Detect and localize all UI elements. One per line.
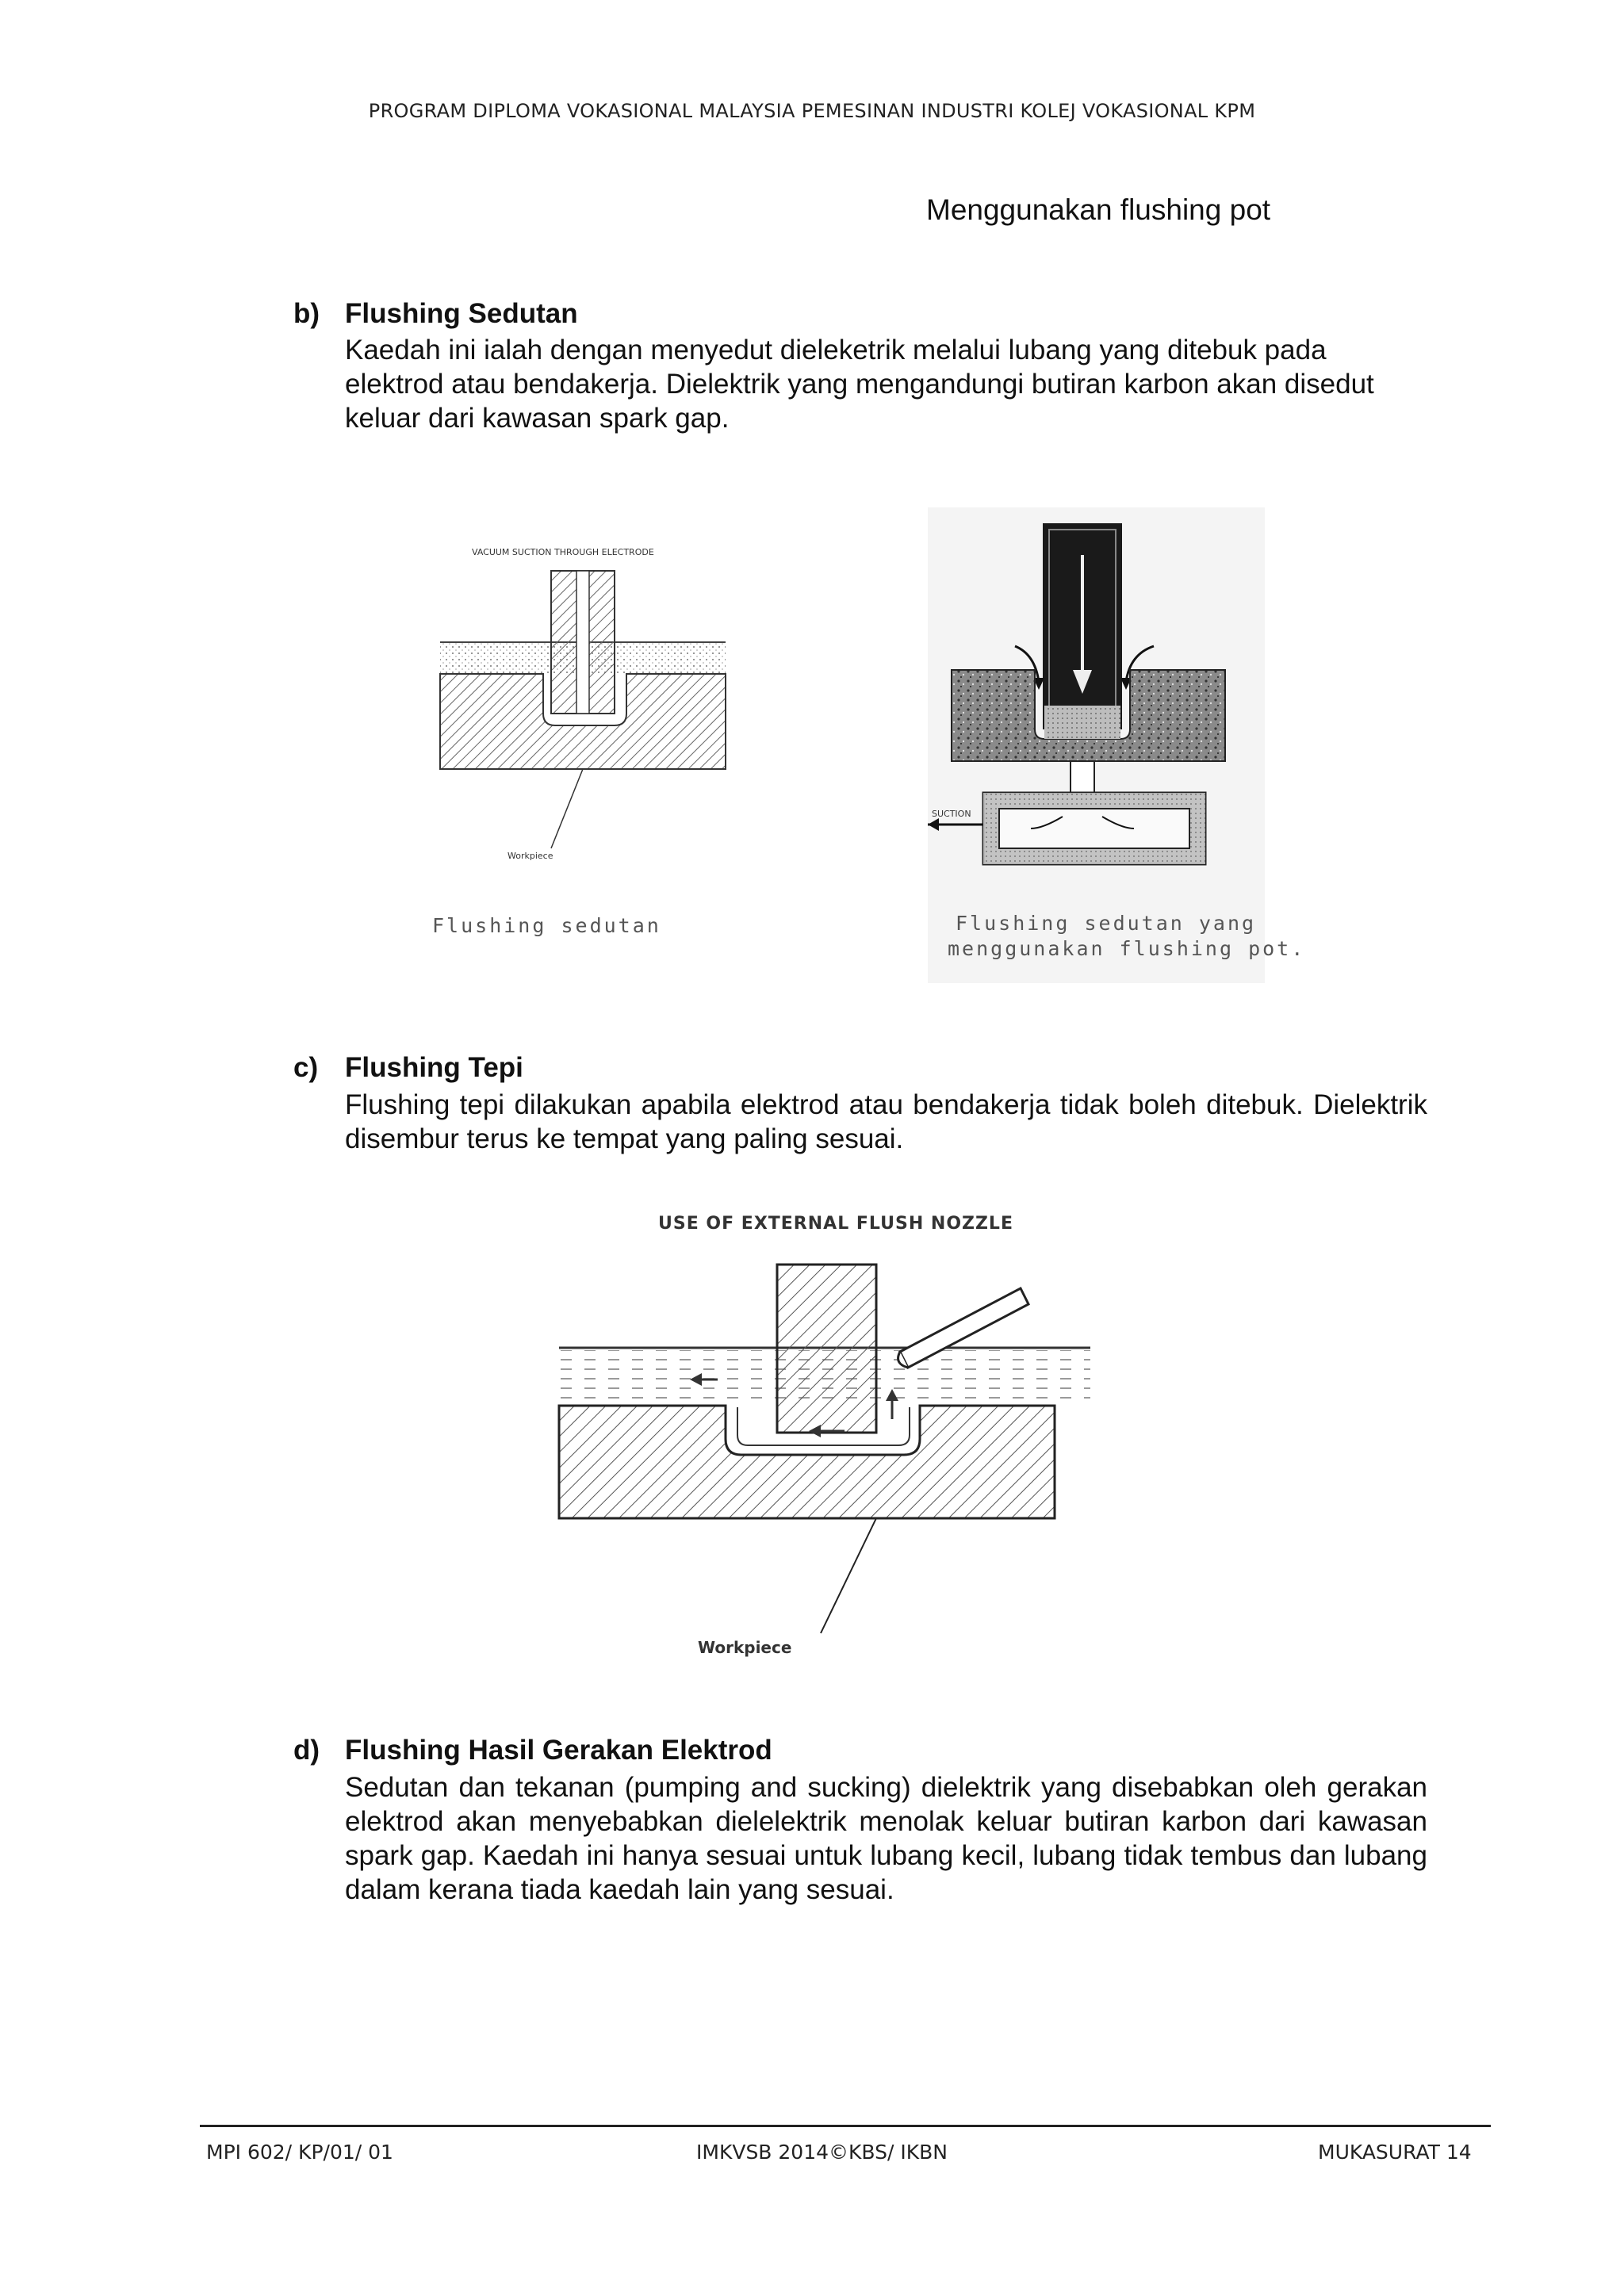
footer-center: IMKVSB 2014©KBS/ IKBN <box>696 2141 948 2164</box>
section-b-letter: b) <box>293 298 320 329</box>
footer-divider <box>200 2125 1491 2127</box>
fig2-caption-line2: menggunakan flushing pot. <box>948 937 1306 960</box>
section-d-letter: d) <box>293 1735 320 1766</box>
fig1-caption: Flushing sedutan <box>432 914 661 937</box>
section-c-letter: c) <box>293 1052 319 1083</box>
fig3-workpiece-label: Workpiece <box>698 1638 792 1657</box>
fig1-workpiece-label: Workpiece <box>508 851 553 861</box>
continued-caption: Menggunakan flushing pot <box>926 193 1271 226</box>
section-d-body: Sedutan dan tekanan (pumping and sucking) dielektrik yang disebabkan oleh gerakan elektrod akan menyebabkan dielelektrik menolak keluar butiran karbon dari kawasan spark gap. Kaedah ini hanya sesuai untuk lubang kecil, lubang tidak tembus dan lubang dalam kerana tiada kaedah lain yang sesuai. <box>345 1772 1427 1905</box>
section-d-title: Flushing Hasil Gerakan Elektrod <box>345 1735 772 1766</box>
fig2-caption-line1: Flushing sedutan yang <box>956 912 1257 935</box>
fig2-suction-label: SUCTION <box>932 809 971 819</box>
section-c-body: Flushing tepi dilakukan apabila elektrod atau bendakerja tidak boleh ditebuk. Dielektrik disembur terus ke tempat yang paling sesuai. <box>345 1089 1427 1154</box>
figure-external-flush-nozzle <box>535 1193 1126 1661</box>
section-c-title: Flushing Tepi <box>345 1052 523 1083</box>
footer-left: MPI 602/ KP/01/ 01 <box>206 2141 393 2164</box>
fig3-top-label: USE OF EXTERNAL FLUSH NOZZLE <box>658 1214 1013 1234</box>
fig1-top-label: VACUUM SUCTION THROUGH ELECTRODE <box>472 547 654 557</box>
figure-vacuum-suction <box>432 531 733 864</box>
page-header: PROGRAM DIPLOMA VOKASIONAL MALAYSIA PEMESINAN INDUSTRI KOLEJ VOKASIONAL KPM <box>368 100 1256 122</box>
section-b-title: Flushing Sedutan <box>345 298 578 329</box>
footer-page-number: MUKASURAT 14 <box>1318 2141 1472 2164</box>
section-b-body: Kaedah ini ialah dengan menyedut dieleketrik melalui lubang yang ditebuk pada elektrod atau bendakerja. Dielektrik yang mengandungi butiran karbon akan disedut keluar dari kawasan spark gap. <box>345 335 1374 434</box>
